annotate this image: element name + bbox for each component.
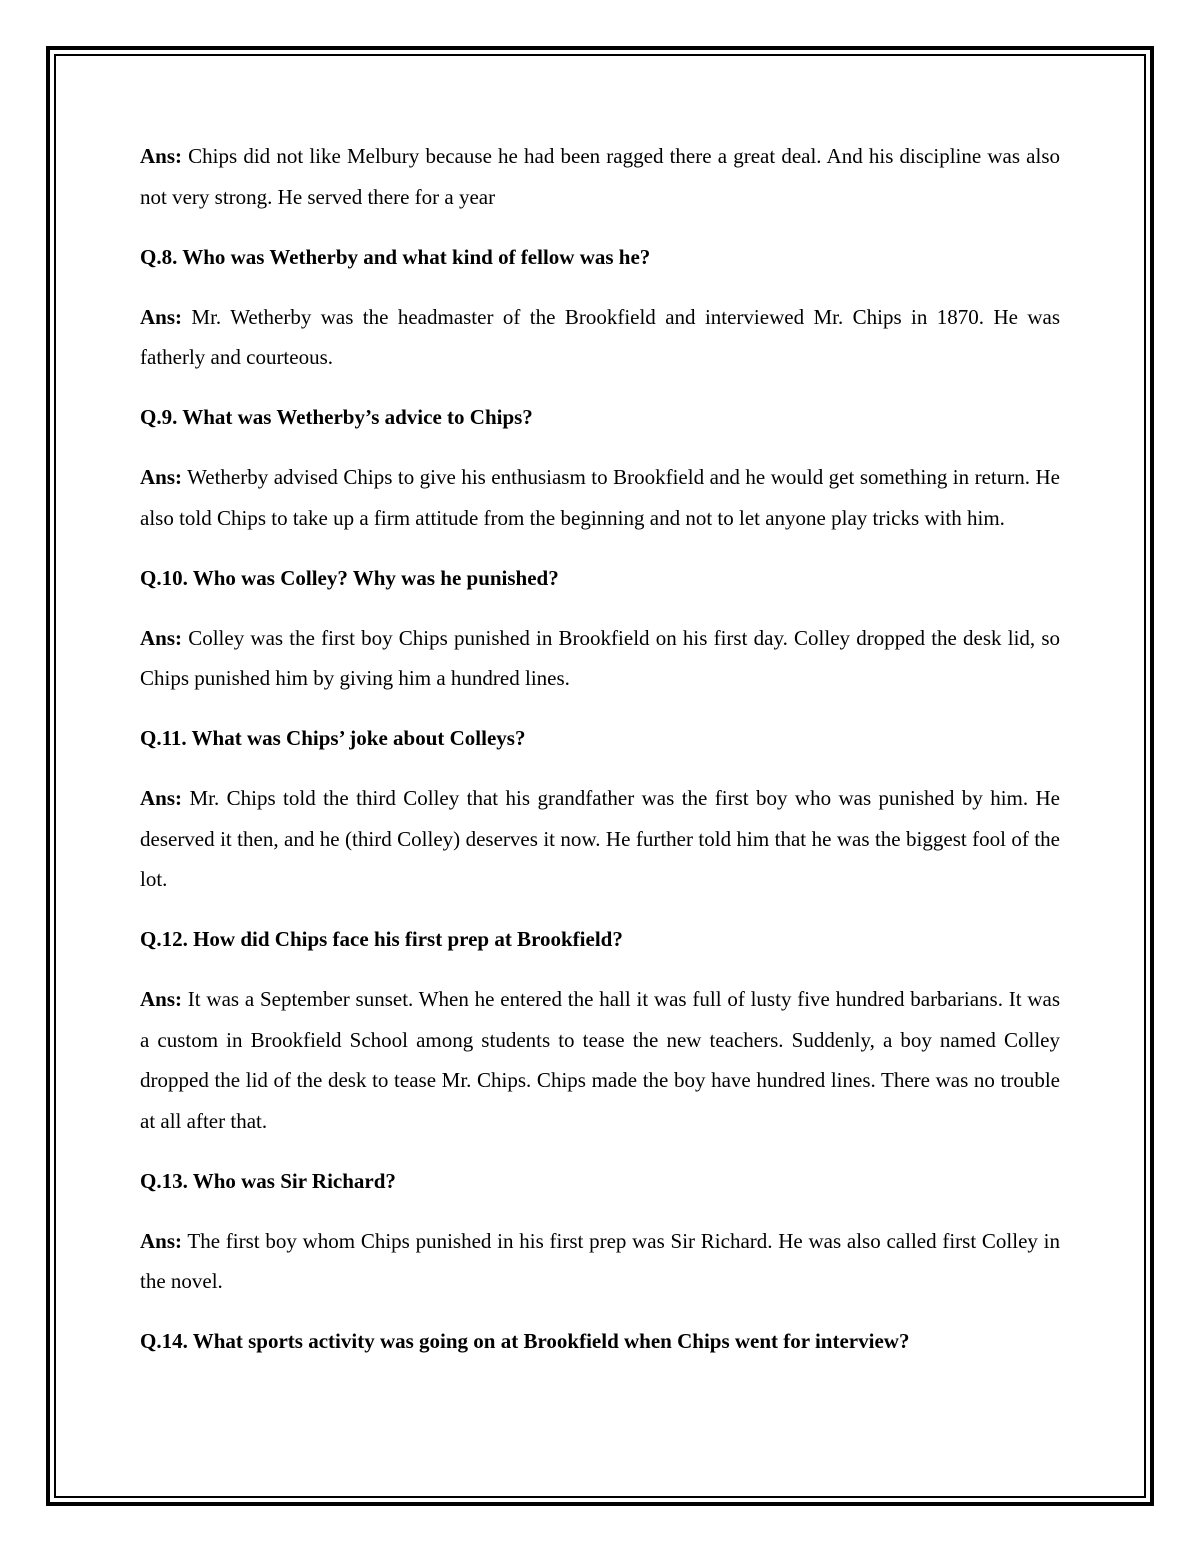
answer-label: Ans: xyxy=(140,1228,183,1253)
answer-paragraph xyxy=(140,297,1060,378)
answer-text: Mr. Wetherby was the headmaster of the Brookfield and interviewed Mr. Chips in 1870. He was fatherly and courteous. xyxy=(140,304,1060,369)
question-heading: Q.9. What was Wetherby’s advice to Chips? xyxy=(140,405,533,429)
answer-text: It was a September sunset. When he entered the hall it was full of lusty five hundred barbarians. It was a custom in Brookfield School among students to tease the new teachers. Suddenly, a boy named Colley dropped the lid of the desk to tease Mr. Chips. Chips made the boy have hundred lines. There was no trouble at all after that. xyxy=(140,987,1060,1133)
answer-label: Ans: xyxy=(140,465,183,489)
answer-label: Ans: xyxy=(140,304,183,329)
answer-paragraph xyxy=(140,778,1060,900)
answer-label: Ans: xyxy=(140,987,183,1011)
answer-text: Mr. Chips told the third Colley that his grandfather was the first boy who was punished by him. He deserved it then, and he (third Colley) deserves it now. He further told him that he was the biggest fool of the lot. xyxy=(140,786,1061,891)
question-heading: Q.10. Who was Colley? Why was he punished? xyxy=(140,565,559,590)
answer-label: Ans: xyxy=(140,786,183,810)
answer-text: Wetherby advised Chips to give his enthusiasm to Brookfield and he would get something in return. He also told Chips to take up a firm attitude from the beginning and not to let anyone play tricks with him. xyxy=(140,465,1060,530)
answer-text: The first boy whom Chips punished in his first prep was Sir Richard. He was also called first Colley in the novel. xyxy=(140,1228,1060,1293)
question-heading: Q.8. Who was Wetherby and what kind of fellow was he? xyxy=(140,244,651,269)
question-heading: Q.11. What was Chips’ joke about Colleys? xyxy=(140,726,526,750)
answer-paragraph xyxy=(140,136,1060,217)
document-body xyxy=(140,136,1060,1362)
question-heading: Q.13. Who was Sir Richard? xyxy=(140,1168,396,1193)
question-heading: Q.12. How did Chips face his first prep at Brookfield? xyxy=(140,927,623,951)
answer-label: Ans: xyxy=(140,144,183,168)
answer-paragraph xyxy=(140,1221,1060,1302)
answer-paragraph xyxy=(140,457,1060,538)
answer-paragraph xyxy=(140,979,1060,1141)
answer-paragraph xyxy=(140,618,1060,699)
question-heading: Q.14. What sports activity was going on at Brookfield when Chips went for interview? xyxy=(140,1329,910,1353)
answer-text: Colley was the first boy Chips punished in Brookfield on his first day. Colley dropped the desk lid, so Chips punished him by giving him a hundred lines. xyxy=(140,625,1061,690)
answer-label: Ans: xyxy=(140,625,183,650)
answer-text: Chips did not like Melbury because he had been ragged there a great deal. And his discipline was also not very strong. He served there for a year xyxy=(140,144,1060,209)
